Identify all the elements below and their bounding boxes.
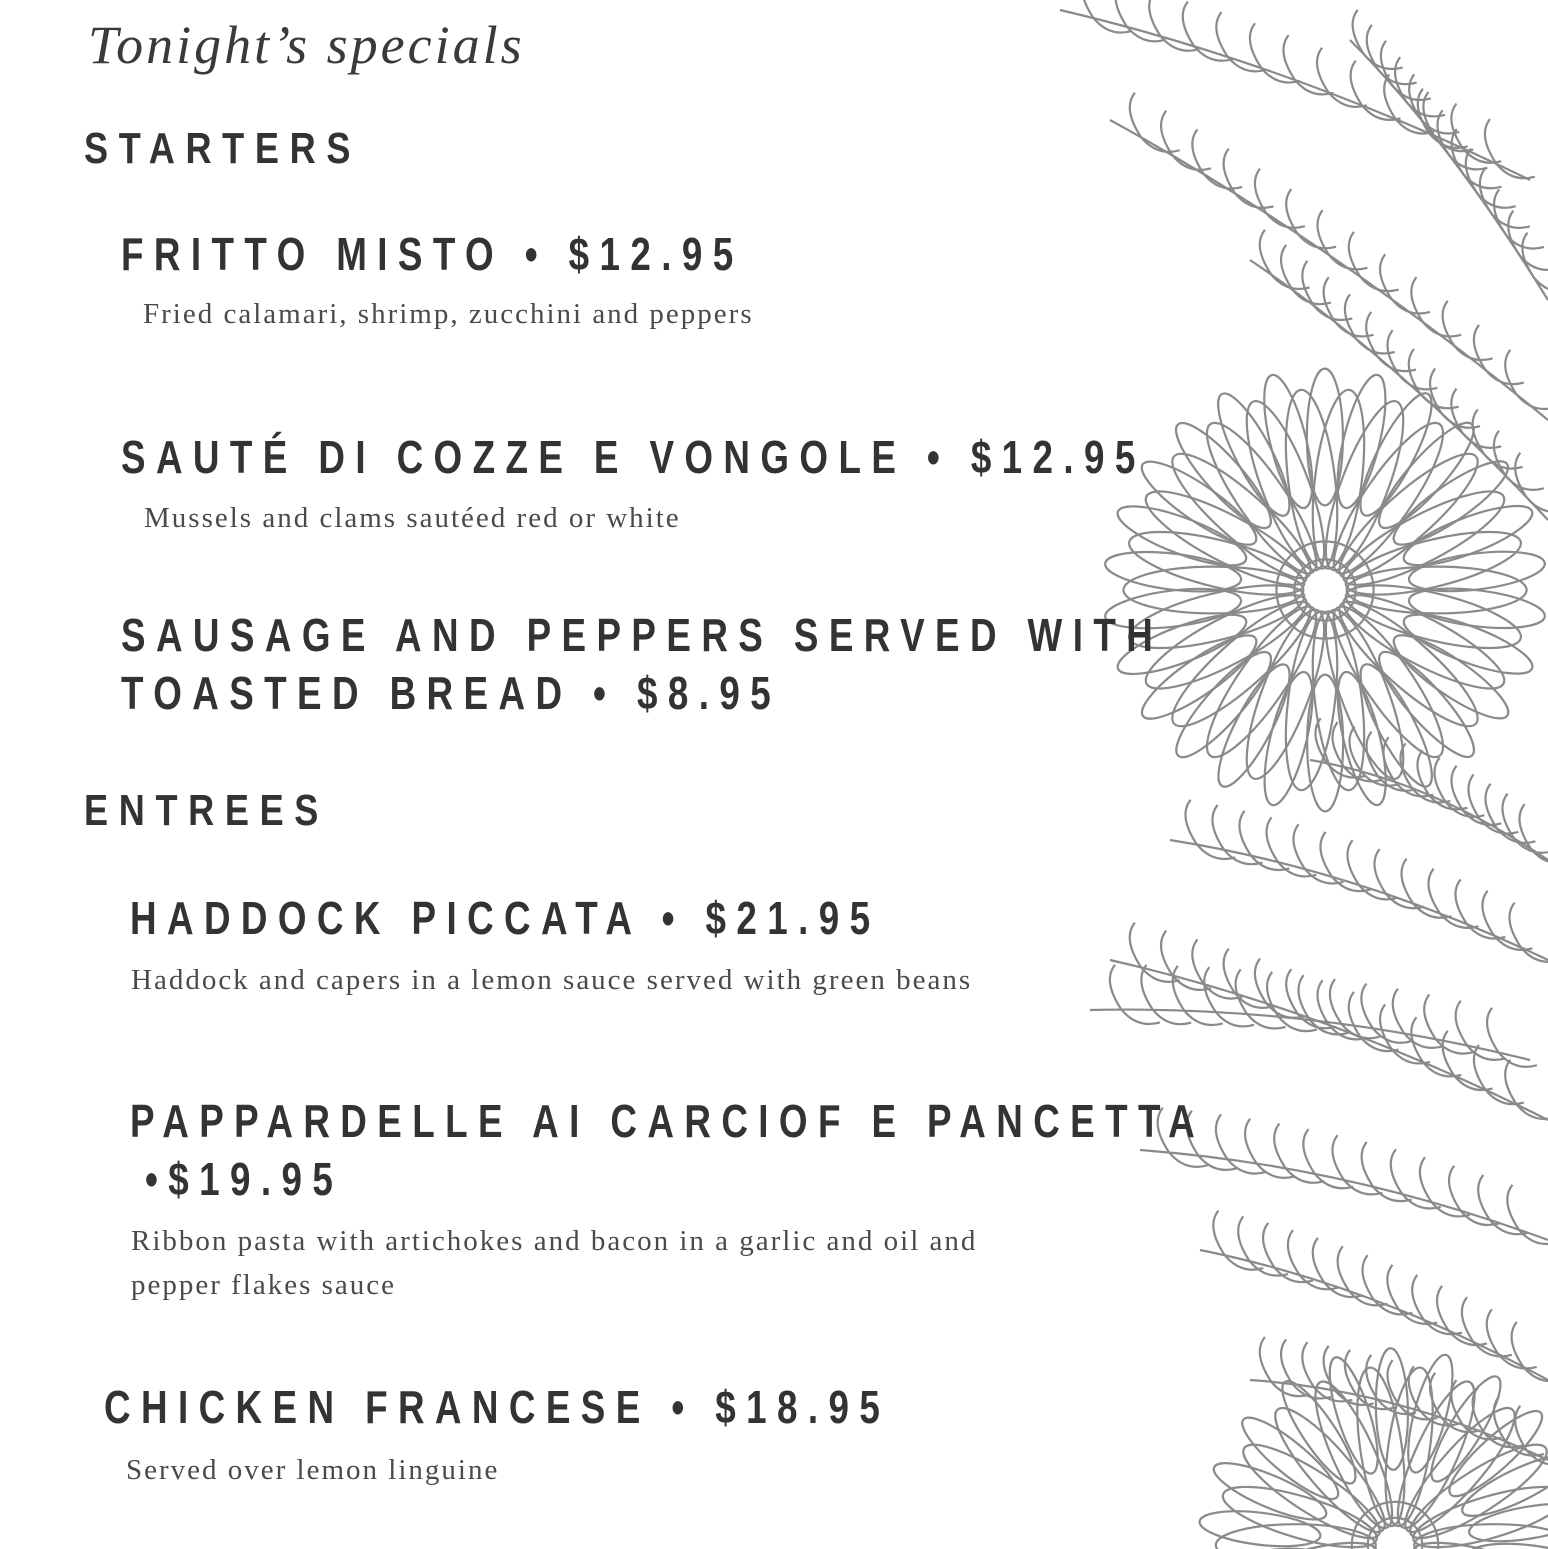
section-heading-entrees: ENTREES [84,786,330,835]
item-name-pappardelle-line1: PAPPARDELLE AI CARCIOF E PANCETTA [130,1095,1206,1147]
item-name-pappardelle-line2: •$19.95 [145,1153,344,1205]
item-description-saute-di-cozze: Mussels and clams sautéed red or white [144,502,681,534]
item-description-haddock-piccata: Haddock and capers in a lemon sauce served with green beans [131,964,973,996]
section-heading-starters: STARTERS [84,124,362,173]
item-name-sausage-peppers-line1: SAUSAGE AND PEPPERS SERVED WITH [121,609,1164,661]
item-name-sausage-peppers-line2: TOASTED BREAD • $8.95 [121,667,782,719]
item-description-pappardelle-line2: pepper flakes sauce [131,1269,397,1301]
item-name-fritto-misto: FRITTO MISTO • $12.95 [121,228,744,280]
item-name-haddock-piccata: HADDOCK PICCATA • $21.95 [130,892,881,944]
item-description-pappardelle-line1: Ribbon pasta with artichokes and bacon in a garlic and oil and [131,1225,978,1257]
floral-illustration-icon [1050,0,1548,1549]
item-description-fritto-misto: Fried calamari, shrimp, zucchini and peppers [143,298,754,330]
item-description-chicken-francese: Served over lemon linguine [126,1454,500,1486]
item-name-saute-di-cozze: SAUTÉ DI COZZE E VONGOLE • $12.95 [121,431,1146,483]
item-name-chicken-francese: CHICKEN FRANCESE • $18.95 [104,1381,891,1433]
menu-title: Tonight’s specials [88,15,525,75]
